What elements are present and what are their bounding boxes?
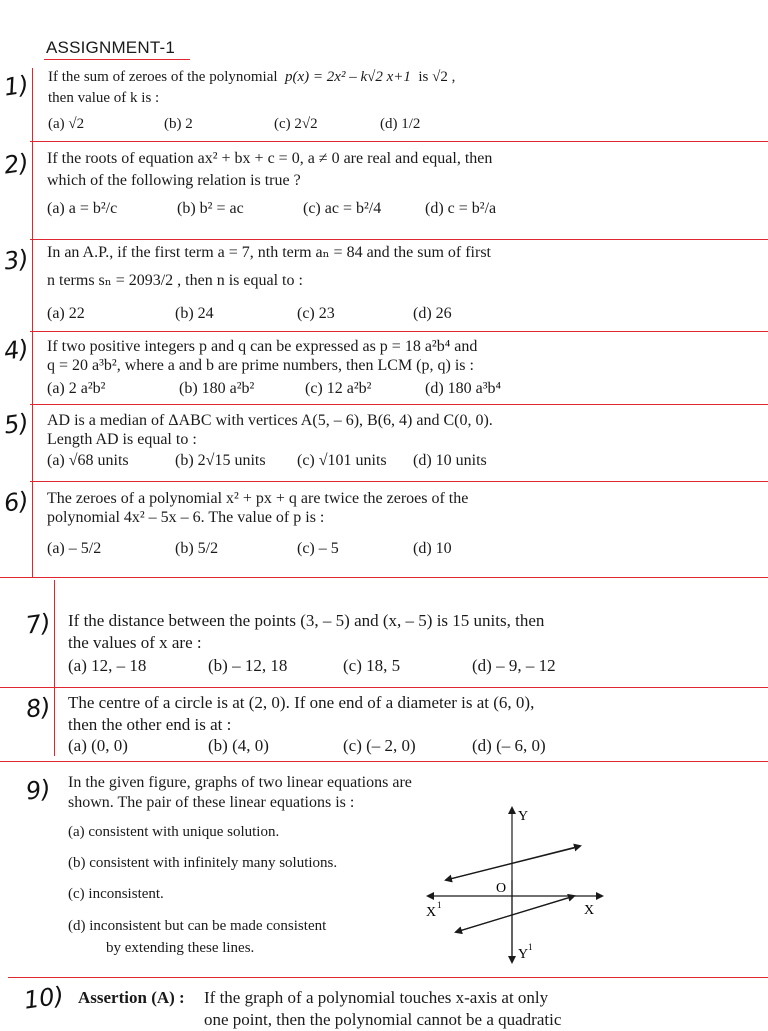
option-a[interactable]: (a) – 5/2 [47,540,102,557]
option-b[interactable]: (b) 24 [175,305,214,322]
question-number: 9) [24,774,53,806]
separator [30,404,768,405]
separator [0,577,768,578]
margin-rule-upper [32,68,33,578]
question-2 [47,148,747,193]
x-label: X [584,903,595,918]
question-8 [68,692,758,736]
q7-stem: If the distance between the points (3, – 5) and (x, – 5) is 15 units, then [68,611,545,630]
q10-stem: If the graph of a polynomial touches x-axis at only [204,988,549,1007]
question-number: 3) [2,244,31,276]
option-a[interactable]: (a) a = b²/c [47,200,118,217]
option-c[interactable]: (c) (– 2, 0) [343,736,416,755]
question-5 [47,411,747,449]
q9-stem-2: shown. The pair of these linear equations is : [68,794,355,811]
x1-prime: 1 [437,900,442,910]
margin-rule-lower [54,580,55,756]
q9-stem: In the given figure, graphs of two linear equations are [68,774,412,791]
option-a[interactable]: (a) (0, 0) [68,736,128,755]
origin-label: O [496,881,507,896]
q2-options [47,200,747,230]
option-d[interactable]: (d) 10 units [413,452,487,469]
question-number: 8) [24,692,53,724]
question-7 [68,610,758,654]
separator [8,977,768,978]
q2-stem-2: which of the following relation is true ? [47,172,301,190]
q10-stem-2: one point, then the polynomial cannot be a quadratic [204,1010,562,1029]
option-a[interactable]: (a) consistent with unique solution. [68,824,280,840]
q6-stem: The zeroes of a polynomial x² + px + q are twice the zeroes of the [47,490,469,507]
question-3 [47,242,747,293]
option-c[interactable]: (c) √101 units [297,452,387,469]
option-d[interactable]: (d) 10 [413,540,452,557]
q6-options [47,540,747,564]
q7-stem-2: the values of x are : [68,633,202,653]
option-d[interactable]: (d) inconsistent but can be made consistent [68,918,327,934]
option-a[interactable]: (a) 12, – 18 [68,656,147,675]
q1-stem-2: then value of k is : [48,90,160,106]
option-b[interactable]: (b) b² = ac [177,200,244,217]
q8-stem: The centre of a circle is at (2, 0). If one end of a diameter is at (6, 0), [68,693,535,712]
q5-stem: AD is a median of ΔABC with vertices A(5, – 6), B(6, 4) and C(0, 0). [47,412,493,429]
option-d[interactable]: (d) 180 a³b⁴ [425,380,502,397]
option-d[interactable]: (d) 26 [413,305,452,322]
option-d[interactable]: (d) (– 6, 0) [472,736,546,755]
option-d-continued: by extending these lines. [106,940,255,956]
q1-stem: If the sum of zeroes of the polynomial p(x) = 2x² – k√2 x+1 is √2 , [48,69,456,85]
option-a[interactable]: (a) √2 [48,116,85,132]
question-number: 2) [2,148,31,180]
option-b[interactable]: (b) consistent with infinitely many solutions. [68,855,338,871]
q3-stem: In an A.P., if the first term a = 7, nth term aₙ = 84 and the sum of first [47,244,491,261]
q8-stem-2: then the other end is at : [68,715,232,735]
separator [30,481,768,482]
x1-label: X [426,905,437,920]
separator [30,141,768,142]
option-b[interactable]: (b) 180 a²b² [179,380,255,397]
option-b[interactable]: (b) 2√15 units [175,452,266,469]
separator [30,331,768,332]
page-title: ASSIGNMENT-1 [46,38,175,57]
q3-stem-2: n terms sₙ = 2093/2 , then n is equal to : [47,272,303,290]
line-2-end [456,896,574,932]
option-c[interactable]: (c) ac = b²/4 [303,200,382,217]
y1-label: Y [518,947,529,962]
q4-stem: If two positive integers p and q can be expressed as p = 18 a²b⁴ and [47,338,478,355]
q6-stem-2: polynomial 4x² – 5x – 6. The value of p is : [47,509,325,527]
option-d[interactable]: (d) – 9, – 12 [472,656,556,675]
y1-prime: 1 [528,942,533,952]
question-number: 4) [2,334,31,366]
q2-stem: If the roots of equation ax² + bx + c = 0, a ≠ 0 are real and equal, then [47,150,493,167]
question-6 [47,489,747,527]
assertion-label: Assertion (A) : [78,988,185,1007]
separator [0,761,768,762]
q8-options [68,736,758,760]
q5-options [47,452,747,474]
option-c[interactable]: (c) 18, 5 [343,656,401,675]
question-number: 1) [2,70,31,102]
option-b[interactable]: (b) 5/2 [175,540,219,557]
question-number: 10) [22,981,66,1015]
option-a[interactable]: (a) √68 units [47,452,129,469]
option-d[interactable]: (d) 1/2 [380,116,421,132]
q9-options [68,824,448,964]
separator [0,687,768,688]
question-number: 6) [2,486,31,518]
question-4 [47,337,747,375]
option-c[interactable]: (c) 12 a²b² [305,380,372,397]
option-c[interactable]: (c) 2√2 [274,116,318,132]
option-c[interactable]: (c) – 5 [297,540,339,557]
separator [30,239,768,240]
option-b[interactable]: (b) (4, 0) [208,736,269,755]
option-b[interactable]: (b) – 12, 18 [208,656,288,675]
option-c[interactable]: (c) 23 [297,305,335,322]
question-1 [48,67,748,109]
y-label: Y [518,809,529,824]
question-number: 7) [24,608,53,640]
question-number: 5) [2,408,31,440]
option-b[interactable]: (b) 2 [164,116,193,132]
q7-options [68,656,758,680]
title-underline [44,59,190,60]
option-a[interactable]: (a) 2 a²b² [47,380,106,397]
option-c[interactable]: (c) inconsistent. [68,886,164,902]
q1-options [48,116,748,140]
option-a[interactable]: (a) 22 [47,305,85,322]
linear-equations-figure [418,800,608,968]
q4-options [47,380,747,402]
line-1-end [446,846,580,880]
q4-stem-2: q = 20 a³b², where a and b are prime numbers, then LCM (p, q) is : [47,357,474,375]
q5-stem-2: Length AD is equal to : [47,431,197,449]
option-d[interactable]: (d) c = b²/a [425,200,497,217]
q1-polynomial: p(x) = 2x² – k√2 x+1 [285,69,411,85]
q3-options [47,305,747,329]
